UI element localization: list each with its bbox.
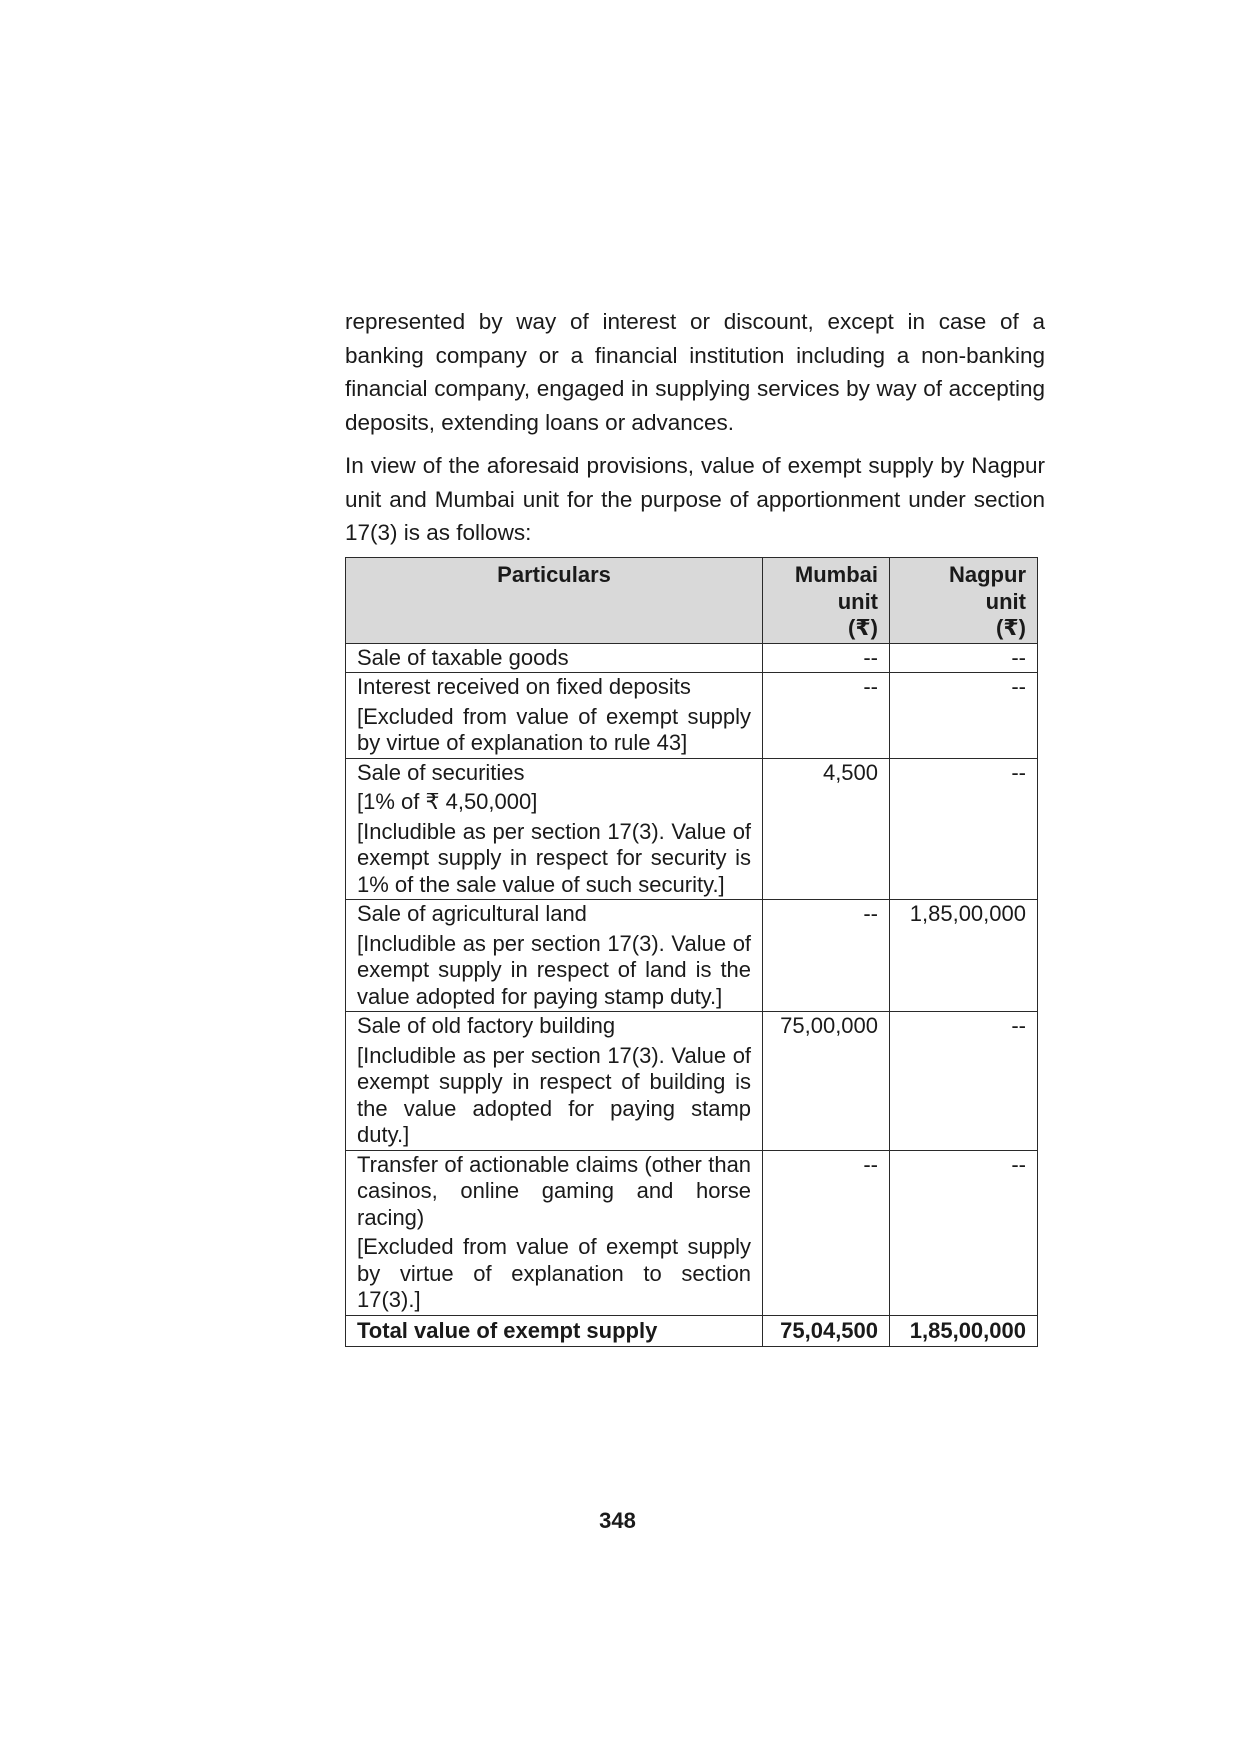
nagpur-value: -- [890,643,1038,673]
table-row [346,643,1038,673]
page-number [0,1508,1241,1534]
nagpur-value: -- [890,1012,1038,1151]
row-title: Transfer of actionable claims (other than casinos, online gaming and horse racing) [357,1151,752,1230]
table-row [346,1150,1038,1315]
row-title: Sale of agricultural land [357,901,587,926]
body-text [345,305,1045,560]
table-row [346,900,1038,1012]
mumbai-value: -- [763,1150,890,1315]
nagpur-value: 1,85,00,000 [890,900,1038,1012]
page-number-text: 348 [599,1508,636,1533]
total-mumbai-value: 75,04,500 [763,1315,890,1347]
table-header-row [346,558,1038,644]
nagpur-value: -- [890,758,1038,900]
header-mumbai-unit [763,558,890,644]
paragraph-1: represented by way of interest or discount, except in case of a banking company or a financial institution including a non-banking financial company, engaged in supplying services by way of accepting deposits, extending loans or advances. [345,309,1045,435]
row-title: Sale of taxable goods [357,644,569,670]
exempt-supply-table [345,557,1038,1347]
mumbai-value: 75,00,000 [763,1012,890,1151]
header-mumbai-line-3: (₹) [848,615,879,640]
header-mumbai-line-1: Mumbai [794,562,879,587]
row-note: [Includible as per section 17(3). Value of exempt supply in respect for security is 1% of the sale value of such security.] [357,818,752,897]
nagpur-value: -- [890,1150,1038,1315]
header-particulars: Particulars [346,558,763,644]
total-nagpur-value: 1,85,00,000 [890,1315,1038,1347]
mumbai-value: -- [763,643,890,673]
header-nagpur-unit [890,558,1038,644]
mumbai-value: -- [763,900,890,1012]
row-note: [1% of ₹ 4,50,000] [357,789,538,814]
row-title: Interest received on fixed deposits [357,674,691,699]
mumbai-value: -- [763,673,890,759]
nagpur-value: -- [890,673,1038,759]
total-label: Total value of exempt supply [346,1315,763,1347]
row-note: [Excluded from value of exempt supply by virtue of explanation to section 17(3).] [357,1234,752,1312]
paragraph-2: In view of the aforesaid provisions, value of exempt supply by Nagpur unit and Mumbai unit for the purpose of apportionment under section 17(3) is as follows: [345,453,1045,545]
table-row [346,673,1038,759]
header-nagpur-line-1: Nagpur [949,562,1026,587]
header-nagpur-line-3: (₹) [996,615,1026,640]
row-note: [Excluded from value of exempt supply by virtue of explanation to rule 43] [357,703,752,755]
table-row [346,758,1038,900]
row-note: [Includible as per section 17(3). Value of exempt supply in respect of building is the value adopted for paying stamp duty.] [357,1042,752,1147]
table-total-row [346,1315,1038,1347]
header-mumbai-line-2: unit [837,588,879,614]
row-title: Sale of old factory building [357,1013,616,1038]
mumbai-value: 4,500 [763,758,890,900]
row-title: Sale of securities [357,759,525,785]
table-row [346,1012,1038,1151]
row-note: [Includible as per section 17(3). Value of exempt supply in respect of land is the value adopted for paying stamp duty.] [357,930,752,1009]
header-nagpur-line-2: unit [985,588,1026,614]
